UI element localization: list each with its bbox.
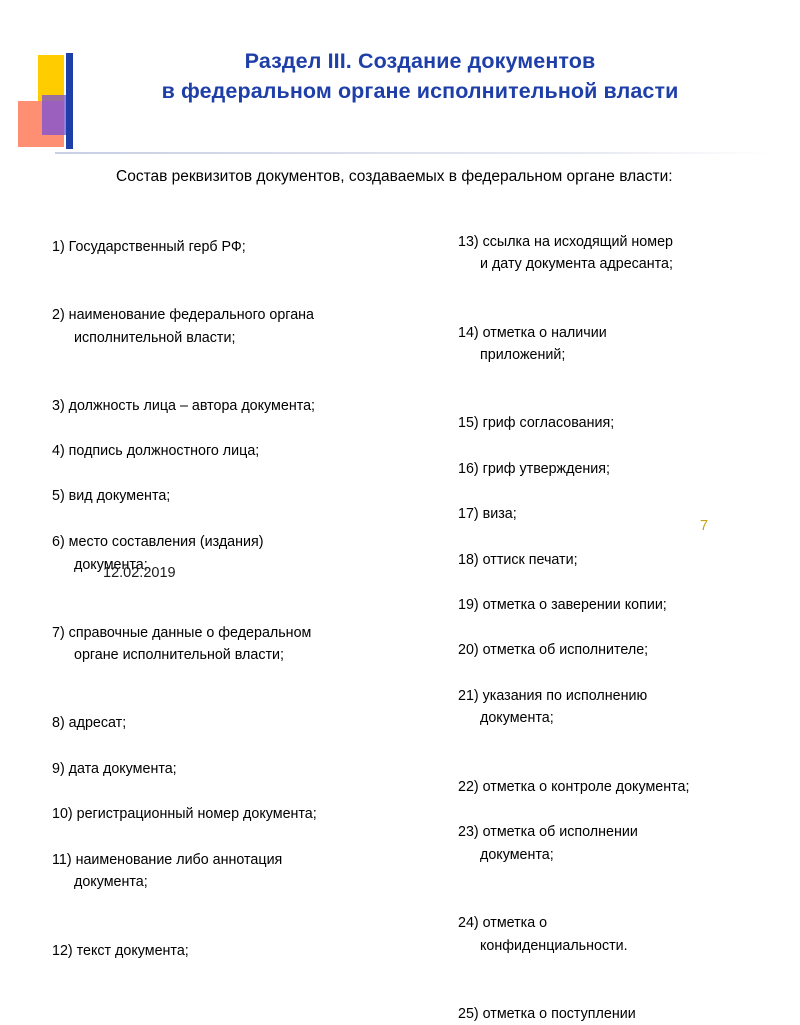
list-item xyxy=(52,281,432,372)
list-item xyxy=(458,435,778,480)
title-divider xyxy=(55,152,773,154)
list-item xyxy=(458,662,778,753)
list-item-cont: органе исполнительной власти; xyxy=(74,647,284,664)
list-item xyxy=(458,889,778,980)
list-item xyxy=(458,571,778,616)
list-item-main: 1) Государственный герб РФ; xyxy=(52,238,246,255)
title-line-2: в федеральном органе исполнительной власти xyxy=(161,79,679,103)
list-item-main: 8) адресат; xyxy=(52,715,127,732)
list-item-main: 4) подпись должностного лица; xyxy=(52,443,260,460)
list-item xyxy=(52,417,432,462)
list-item-main: 3) должность лица – автора документа; xyxy=(52,397,316,414)
list-item xyxy=(52,599,432,690)
list-item-main: 20) отметка об исполнителе; xyxy=(458,642,649,659)
list-item-main: 25) отметка о поступлении xyxy=(458,1005,636,1022)
list-item-main: 9) дата документа; xyxy=(52,760,177,777)
page-number: 7 xyxy=(700,518,709,534)
list-item xyxy=(458,299,778,390)
list-item xyxy=(52,213,432,281)
list-item xyxy=(458,526,778,571)
list-item-cont: приложений; xyxy=(480,347,566,364)
list-item-main: 12) текст документа; xyxy=(52,942,189,959)
list-item-cont: документа; xyxy=(74,874,148,891)
list-item xyxy=(52,781,432,826)
list-item-main: 16) гриф утверждения; xyxy=(458,460,611,477)
list-item xyxy=(458,480,778,525)
list-item-main: 11) наименование либо аннотация xyxy=(52,851,283,868)
list-item xyxy=(52,735,432,780)
list-item xyxy=(458,798,778,889)
page-title xyxy=(70,46,770,106)
list-item-main: 23) отметка об исполнении xyxy=(458,823,638,840)
list-item xyxy=(458,753,778,798)
slide-date: 12.02.2019 xyxy=(103,565,176,581)
list-item-main: 21) указания по исполнению xyxy=(458,687,648,704)
list-item xyxy=(458,617,778,662)
list-item-cont: документа; xyxy=(480,846,554,863)
list-item xyxy=(52,372,432,417)
list-item xyxy=(458,980,778,1025)
list-item xyxy=(458,208,778,299)
list-item-main: 7) справочные данные о федеральном xyxy=(52,624,312,641)
list-item-main: 14) отметка о наличии xyxy=(458,324,607,341)
list-item-main: 10) регистрационный номер документа; xyxy=(52,806,317,823)
list-item-cont: документа; xyxy=(74,556,148,573)
list-item xyxy=(52,463,432,508)
list-item-main: 18) оттиск печати; xyxy=(458,551,578,568)
list-item-main: 13) ссылка на исходящий номер xyxy=(458,233,673,250)
list-item-cont: исполнительной власти; xyxy=(74,329,236,346)
list-item-main: 15) гриф согласования; xyxy=(458,415,615,432)
intro-paragraph: Состав реквизитов документов, создаваемых в федеральном органе власти: xyxy=(116,168,673,185)
right-list-column xyxy=(458,208,778,1025)
list-item xyxy=(52,508,432,599)
list-item-cont: конфиденциальности. xyxy=(480,937,628,954)
list-item-main: 17) виза; xyxy=(458,506,517,523)
list-item xyxy=(52,917,432,962)
list-item xyxy=(52,690,432,735)
title-line-1: Раздел III. Создание документов xyxy=(244,49,596,73)
list-item xyxy=(52,826,432,917)
list-item-main: 22) отметка о контроле документа; xyxy=(458,778,690,795)
list-item-main: 19) отметка о заверении копии; xyxy=(458,596,667,613)
list-item-main: 6) место составления (издания) xyxy=(52,533,264,550)
list-item-main: 24) отметка о xyxy=(458,914,548,931)
list-item-cont: документа; xyxy=(480,710,554,727)
list-item-main: 5) вид документа; xyxy=(52,488,171,505)
left-list-column xyxy=(52,213,432,962)
list-item-cont: и дату документа адресанта; xyxy=(480,256,673,273)
list-item-main: 2) наименование федерального органа xyxy=(52,306,314,323)
list-item xyxy=(458,390,778,435)
